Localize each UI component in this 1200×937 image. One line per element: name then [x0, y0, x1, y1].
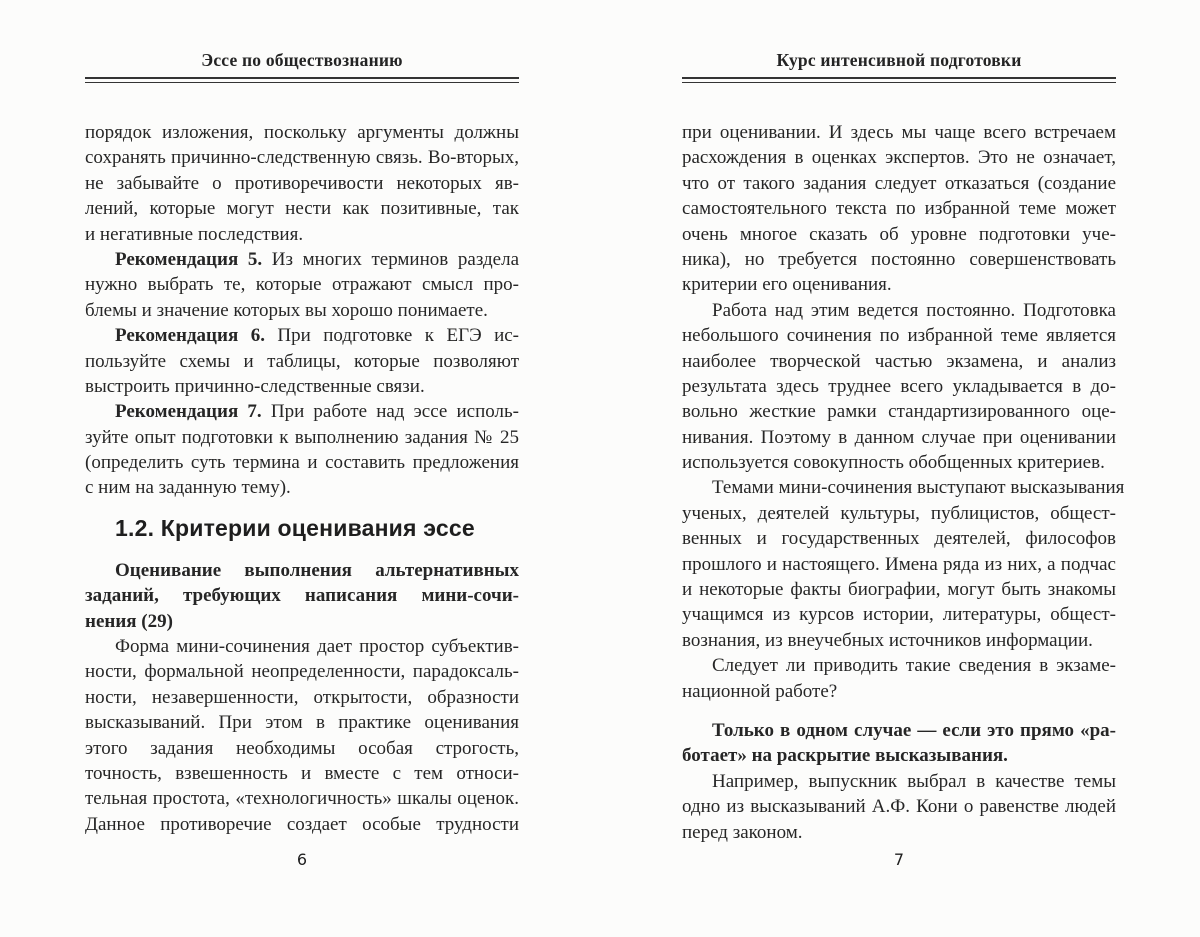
- text-line: выстроить причинно-следственные связи.: [85, 375, 425, 397]
- left-header-rule: [85, 77, 519, 83]
- right-header-rule: [682, 77, 1116, 83]
- text-line: венных и государственных деятелей, философов: [682, 528, 1116, 550]
- text-line: Темами мини-сочинения выступают высказывания: [712, 477, 1125, 499]
- text-line: Форма мини-сочинения дает простор субъектив-: [115, 636, 519, 658]
- text-line: нения (29): [85, 610, 173, 632]
- text-line: заданий, требующих написания мини-сочи-: [85, 585, 519, 607]
- text-line: тельная простота, «технологичность» шкалы оценок.: [85, 788, 519, 810]
- text-line: с ним на заданную тему).: [85, 477, 291, 499]
- text-line: Оценивание выполнения альтернативных: [115, 559, 519, 581]
- text-line: пользуйте схемы и таблицы, которые позволяют: [85, 350, 519, 372]
- text-line: учащимся из курсов истории, литературы, общест-: [682, 604, 1116, 626]
- right-page-number: 7: [893, 850, 905, 869]
- left-body-text: [85, 120, 519, 837]
- text-line: точность, взвешенность и вместе с тем относи-: [85, 762, 519, 784]
- text-line: (определить суть термина и составить предложения: [85, 452, 519, 474]
- text-line: вольно жесткие рамки стандартизированного оце-: [682, 401, 1116, 423]
- text-line: и негативные последствия.: [85, 223, 304, 245]
- text-line: ученых, деятелей культуры, публицистов, общест-: [682, 502, 1116, 524]
- text-line: прошлого и настоящего. Имена ряда из них, а подчас: [682, 553, 1116, 575]
- section-heading: 1.2. Критерии оценивания эссе: [115, 514, 475, 541]
- text-line: Например, выпускник выбрал в качестве темы: [712, 770, 1116, 792]
- left-page-number: 6: [296, 850, 308, 869]
- paragraph: [682, 653, 1116, 704]
- text-line: Следует ли приводить такие сведения в экзаме-: [712, 655, 1116, 677]
- text-line: блемы и значение которых вы хорошо понимаете.: [85, 299, 488, 321]
- text-line: наиболее творческой частью экзамена, и анализ: [682, 350, 1116, 372]
- text-line: Данное противоречие создает особые трудности: [85, 813, 519, 835]
- text-line: одно из высказываний А.Ф. Кони о равенстве людей: [682, 796, 1116, 818]
- text-line: расхождения в оценках экспертов. Это не означает,: [682, 147, 1116, 169]
- text-line: национной работе?: [682, 680, 838, 702]
- text-line: Рекомендация 6. При подготовке к ЕГЭ ис-: [115, 325, 519, 347]
- left-page: [85, 0, 519, 937]
- text-line: Только в одном случае — если это прямо «ра-: [712, 719, 1116, 741]
- paragraph: [85, 399, 519, 501]
- text-line: используется совокупность обобщенных критериев.: [682, 452, 1105, 474]
- text-line: при оценивании. И здесь мы чаще всего встречаем: [682, 122, 1116, 143]
- text-line: этого задания необходимы особая строгость,: [85, 737, 519, 759]
- right-body-text: [682, 120, 1125, 845]
- text-line: ботает» на раскрытие высказывания.: [682, 745, 1008, 767]
- paragraph: [85, 634, 519, 837]
- text-line: нужно выбрать те, которые отражают смысл про-: [85, 274, 519, 296]
- text-line: не забывайте о противоречивости некоторых яв-: [85, 172, 519, 194]
- text-line: и некоторые факты биографии, могут быть знакомы: [682, 579, 1116, 601]
- text-line: лений, которые могут нести как позитивные, так: [85, 198, 519, 220]
- right-page: [682, 0, 1125, 937]
- text-line: ника), но требуется постоянно совершенствовать: [682, 248, 1116, 270]
- text-line: Работа над этим ведется постоянно. Подготовка: [712, 299, 1116, 321]
- text-line: сохранять причинно-следственную связь. Во-вторых,: [85, 147, 519, 169]
- paragraph: [682, 769, 1116, 845]
- paragraph: [85, 120, 519, 247]
- text-line: что от такого задания следует отказаться (создание: [682, 172, 1116, 194]
- text-line: небольшого сочинения по избранной теме является: [682, 325, 1116, 347]
- text-line: Рекомендация 7. При работе над эссе исполь-: [115, 401, 520, 423]
- text-line: критерии его оценивания.: [682, 274, 892, 296]
- right-running-header: Курс интенсивной подготовки: [776, 50, 1022, 70]
- text-line: самостоятельного текста по избранной теме может: [682, 198, 1116, 220]
- paragraph: [682, 298, 1116, 476]
- text-line: очень многое сказать об уровне подготовки уче-: [682, 223, 1116, 245]
- text-line: высказываний. При этом в практике оценивания: [85, 712, 519, 734]
- paragraph: [85, 558, 519, 634]
- text-line: Рекомендация 5. Из многих терминов раздела: [115, 248, 519, 270]
- paragraph: [85, 323, 519, 399]
- text-line: ности, формальной неопределенности, парадоксаль-: [85, 661, 519, 683]
- paragraph: [85, 247, 519, 323]
- paragraph: [682, 475, 1125, 653]
- text-line: ности, незавершенности, открытости, образности: [85, 686, 519, 708]
- paragraph: [682, 718, 1116, 769]
- text-line: вознания, из внеучебных источников информации.: [682, 629, 1093, 651]
- text-line: перед законом.: [682, 821, 803, 843]
- text-line: нивания. Поэтому в данном случае при оценивании: [682, 426, 1116, 448]
- text-line: результата здесь труднее всего укладывается в до-: [682, 375, 1116, 397]
- left-running-header: Эссе по обществознанию: [201, 50, 403, 70]
- paragraph: [682, 120, 1116, 298]
- text-line: зуйте опыт подготовки к выполнению задания № 25: [85, 426, 519, 448]
- text-line: порядок изложения, поскольку аргументы должны: [85, 122, 519, 143]
